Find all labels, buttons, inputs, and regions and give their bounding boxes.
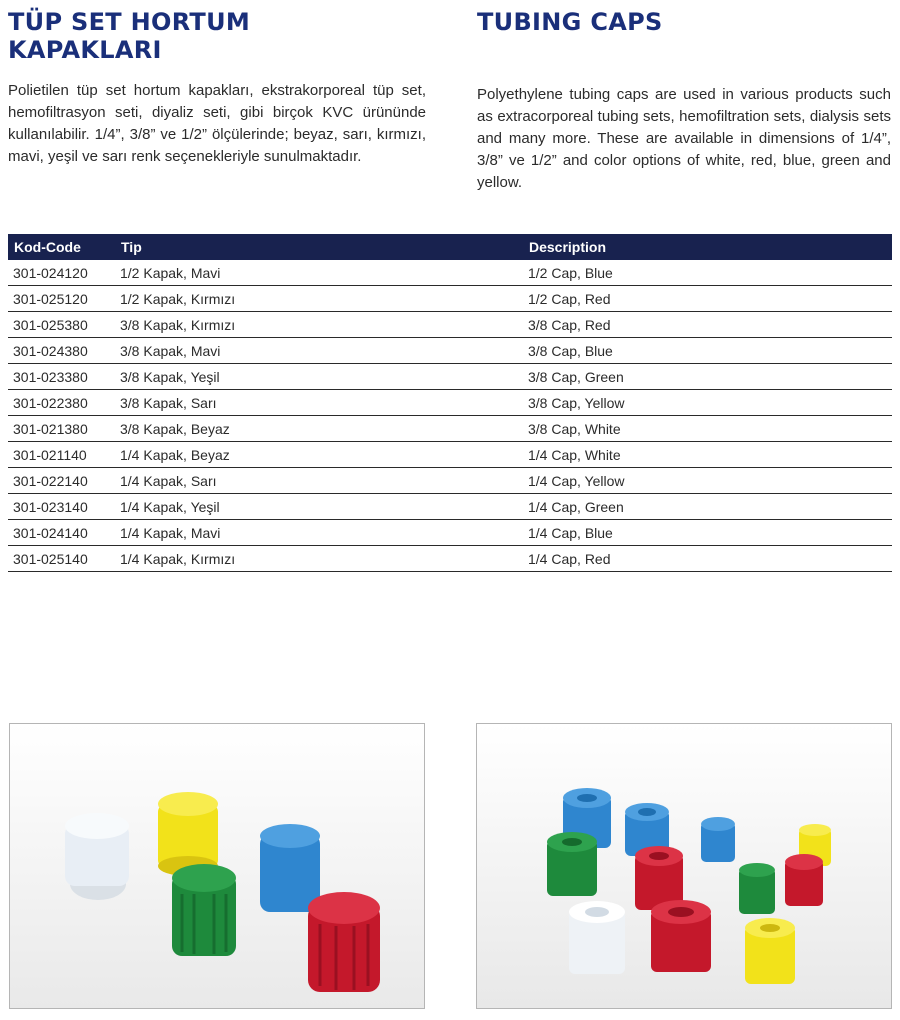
product-photo-large-caps	[9, 723, 425, 1009]
product-table	[8, 234, 892, 572]
red-cap-c	[651, 900, 711, 972]
english-title: TUBING CAPS	[477, 8, 663, 36]
english-column	[477, 8, 891, 209]
cell-description: 1/4 Cap, White	[523, 442, 892, 468]
cell-type: 1/4 Kapak, Yeşil	[115, 494, 523, 520]
cell-type: 3/8 Kapak, Sarı	[115, 390, 523, 416]
table-row	[8, 520, 892, 546]
cell-description: 1/2 Cap, Red	[523, 286, 892, 312]
white-cap-a	[569, 901, 625, 974]
red-cap-b	[785, 854, 823, 906]
table-row	[8, 546, 892, 572]
cell-type: 1/4 Kapak, Sarı	[115, 468, 523, 494]
blue-cap-c	[701, 817, 735, 862]
green-cap	[172, 864, 236, 956]
cell-type: 1/4 Kapak, Kırmızı	[115, 546, 523, 572]
cell-type: 3/8 Kapak, Yeşil	[115, 364, 523, 390]
cell-description: 1/4 Cap, Yellow	[523, 468, 892, 494]
cell-description: 1/4 Cap, Green	[523, 494, 892, 520]
table-row	[8, 494, 892, 520]
english-intro: Polyethylene tubing caps are used in various products such as extracorporeal tubing sets, hemofiltration sets, dialysis sets and many more. These are available in dimensions of 1/4”, 3/8” ve 1/2” and color options of white, red, blue, green and yellow.	[477, 86, 891, 191]
cell-description: 1/4 Cap, Red	[523, 546, 892, 572]
table-row	[8, 468, 892, 494]
product-photo-assorted-caps	[476, 723, 892, 1009]
table-header-row	[8, 234, 892, 260]
table-row	[8, 260, 892, 286]
cell-description: 3/8 Cap, Blue	[523, 338, 892, 364]
cell-description: 1/2 Cap, Blue	[523, 260, 892, 286]
table-row	[8, 338, 892, 364]
cell-description: 1/4 Cap, Blue	[523, 520, 892, 546]
cell-code: 301-024120	[8, 260, 115, 286]
white-cap	[65, 813, 129, 900]
blue-cap	[260, 824, 320, 912]
yellow-cap	[158, 792, 218, 876]
table-row	[8, 312, 892, 338]
cell-code: 301-022140	[8, 468, 115, 494]
green-cap-b	[739, 863, 775, 914]
cell-code: 301-021380	[8, 416, 115, 442]
table-row	[8, 416, 892, 442]
header-description: Description	[523, 234, 892, 260]
cell-type: 3/8 Kapak, Mavi	[115, 338, 523, 364]
caps-photo-right	[477, 724, 891, 1008]
cell-type: 3/8 Kapak, Kırmızı	[115, 312, 523, 338]
cell-code: 301-025380	[8, 312, 115, 338]
cell-description: 3/8 Cap, Green	[523, 364, 892, 390]
cell-type: 1/4 Kapak, Mavi	[115, 520, 523, 546]
header-code: Kod-Code	[8, 234, 115, 260]
header-type: Tip	[115, 234, 523, 260]
table-row	[8, 390, 892, 416]
cell-code: 301-024140	[8, 520, 115, 546]
cell-type: 1/2 Kapak, Kırmızı	[115, 286, 523, 312]
cell-code: 301-022380	[8, 390, 115, 416]
table-row	[8, 286, 892, 312]
cell-type: 3/8 Kapak, Beyaz	[115, 416, 523, 442]
cell-type: 1/2 Kapak, Mavi	[115, 260, 523, 286]
cell-description: 3/8 Cap, Yellow	[523, 390, 892, 416]
cell-code: 301-024380	[8, 338, 115, 364]
cell-description: 3/8 Cap, Red	[523, 312, 892, 338]
turkish-title-line2: KAPAKLARI	[8, 36, 162, 64]
caps-photo-left	[10, 724, 424, 1008]
turkish-column	[8, 8, 426, 183]
table-row	[8, 364, 892, 390]
turkish-title	[8, 8, 426, 64]
red-cap	[308, 892, 380, 992]
yellow-cap-b	[745, 918, 795, 984]
cell-description: 3/8 Cap, White	[523, 416, 892, 442]
turkish-intro: Polietilen tüp set hortum kapakları, ekstrakorporeal tüp set, hemofiltrasyon seti, diyaliz seti, gibi birçok KVC ürününde kullanılabilir. 1/4”, 3/8” ve 1/2” ölçülerinde; beyaz, sarı, kırmızı, mavi, yeşil ve sarı renk seçenekleriyle sunulmaktadır.	[8, 82, 426, 165]
cell-code: 301-025120	[8, 286, 115, 312]
cell-code: 301-025140	[8, 546, 115, 572]
cell-type: 1/4 Kapak, Beyaz	[115, 442, 523, 468]
turkish-title-line1: TÜP SET HORTUM	[8, 8, 251, 36]
table-row	[8, 442, 892, 468]
green-cap-a	[547, 832, 597, 896]
cell-code: 301-023380	[8, 364, 115, 390]
cell-code: 301-023140	[8, 494, 115, 520]
cell-code: 301-021140	[8, 442, 115, 468]
